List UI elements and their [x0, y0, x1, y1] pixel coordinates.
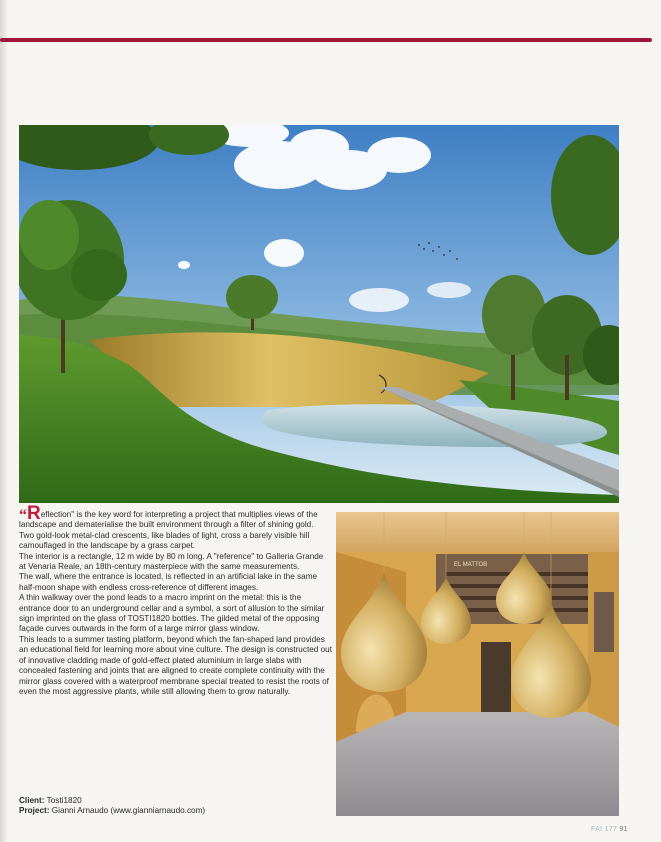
- lead-paragraph: [19, 503, 332, 531]
- page-folio: [591, 826, 628, 833]
- lead-continuation: multiplies views of the landscape and dematerialise the built environment through a filter of shining gold.: [19, 510, 318, 530]
- hero-image: [19, 125, 619, 503]
- paragraph-walkway: A thin walkway over the pond leads to a macro imprint on the metal: this is the entrance door to an underground cellar and a symbol, a sort of allusion to the similar sign imprinted on the glass of TOSTI1820 bottles. The gilded metal of the opposing façade curves outwards in the form of a large mirror glass window.: [19, 593, 325, 634]
- client-credit: [19, 796, 339, 806]
- floor: [336, 712, 619, 816]
- project-credit: [19, 806, 339, 816]
- client-label: Client:: [19, 796, 45, 805]
- interior-image: [336, 512, 619, 816]
- doorway: [481, 642, 511, 712]
- paragraph-design: This leads to a summer tasting platform, beyond which the fan-shaped land provides an educational field for learning more about vine culture. The design is constructed out of innovative cladding made of gold-effect plated aluminium in large slabs with concealed fastening and joints that are aligned to create complete continuity with the mirror glass covered with a waterproof membrane special treated to resist the roots of even the most aggressive plants, while still allowing them to grow naturally.: [19, 634, 332, 696]
- project-value: Gianni Arnaudo (www.gianniarnaudo.com): [51, 806, 206, 815]
- article-body: [19, 503, 332, 697]
- header-rule: [0, 38, 652, 42]
- paragraph-wall: The wall, where the entrance is located, is reflected in an artificial lake in the same half-moon shape with endless cross-reference of different images.: [19, 572, 318, 592]
- ceiling: [336, 512, 619, 552]
- client-value: Tosti1820: [46, 796, 82, 805]
- paragraph-interior: The interior is a rectangle, 12 m wide by 80 m long. A "reference" to Galleria Grande at Venaria Reale, an 18th-century masterpiece with the same measurements.: [19, 551, 324, 572]
- paragraph-crescents: Two gold-look metal-clad crescents, like blades of light, cross a barely visible hill camouflaged in the landscape by a grass carpet.: [19, 530, 310, 551]
- lead-text: eflection" is the key word for interpreting a project that: [40, 510, 236, 519]
- page-gutter-shadow: [0, 0, 8, 842]
- project-label: Project:: [19, 806, 50, 815]
- page-number: 91: [619, 826, 628, 833]
- right-window: [594, 592, 614, 652]
- display-sign: EL MATTOB: [454, 562, 488, 568]
- credits: [19, 796, 339, 816]
- publication-name: FAI 177: [591, 826, 618, 833]
- drop-cap: R: [27, 503, 41, 524]
- open-quote-icon: “: [19, 507, 27, 524]
